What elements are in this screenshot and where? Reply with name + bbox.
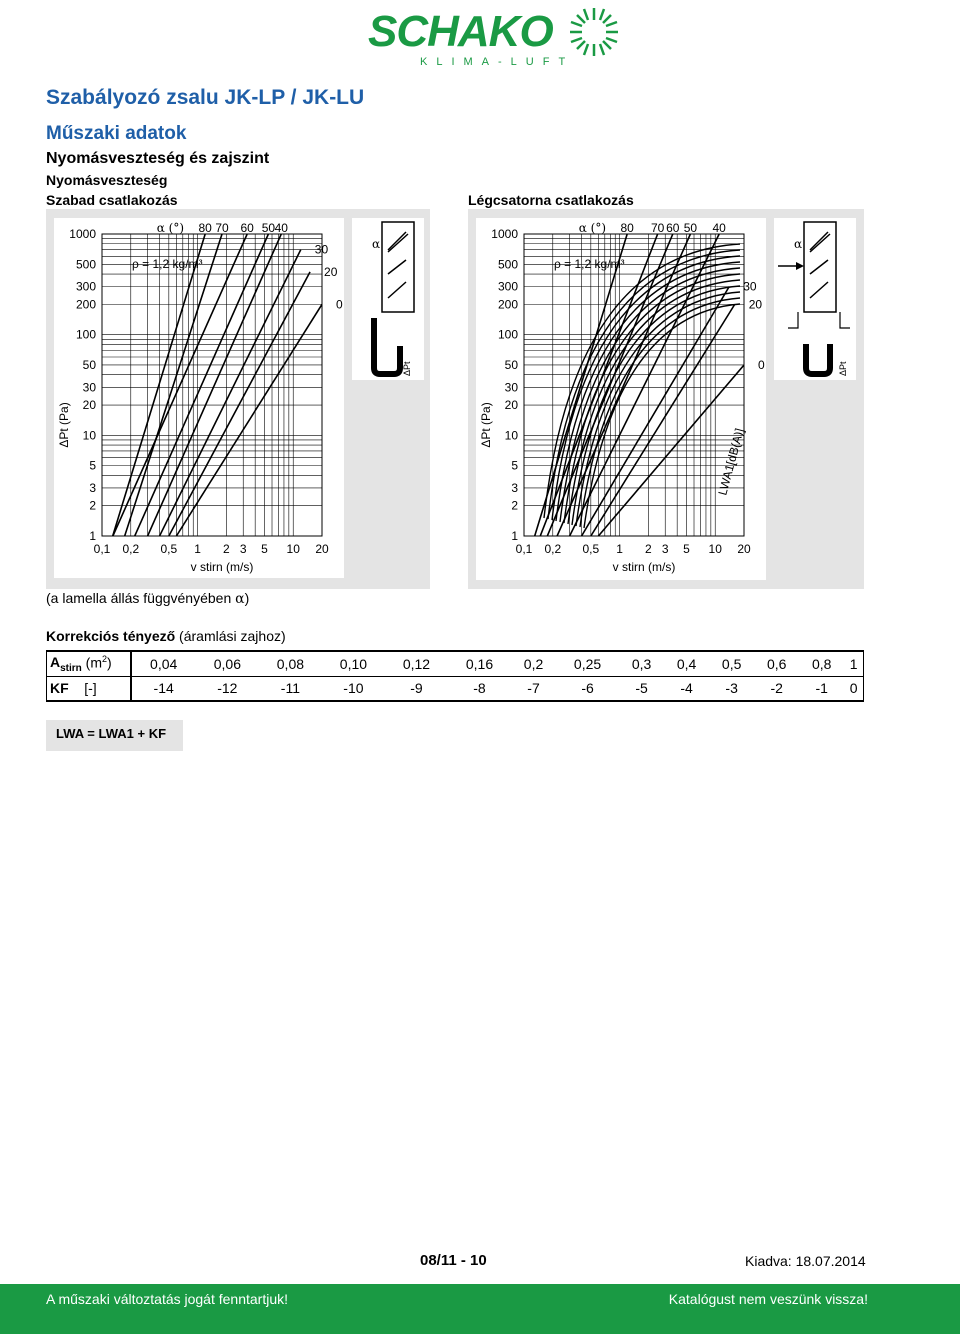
right-caption: Légcsatorna csatlakozás <box>468 192 634 208</box>
right-chart <box>476 218 766 580</box>
x-tick-label: 0,5 <box>582 542 600 556</box>
table-cell: 0,3 <box>619 651 664 676</box>
subsection-title: Nyomásveszteség <box>46 172 168 188</box>
note-text: (a lamella állás függvényében <box>46 590 236 606</box>
series-label: 40 <box>712 221 726 235</box>
table-cell: -11 <box>259 676 322 701</box>
series-label: 50 <box>261 221 276 235</box>
footer-bar <box>0 1284 960 1334</box>
table-cell: 0,25 <box>556 651 619 676</box>
alpha-axis-label: α (°) <box>578 221 606 235</box>
series-line <box>102 234 222 578</box>
x-tick-label: 5 <box>261 542 268 556</box>
y-tick-label: 500 <box>75 257 96 272</box>
table-cell: 0,16 <box>448 651 511 676</box>
table-cell: -9 <box>385 676 448 701</box>
row-label: $A_{stirn}$ $(m^2)$ <box>47 651 131 676</box>
table-cell: 1 <box>844 651 863 676</box>
noise-curve <box>564 274 740 523</box>
table-cell: -5 <box>619 676 664 701</box>
series-label: 70 <box>650 221 665 235</box>
series-label: 0 <box>336 297 343 312</box>
y-tick-label: 50 <box>82 357 96 372</box>
x-tick-label: 10 <box>286 542 300 556</box>
x-tick-label: 1 <box>194 542 201 556</box>
left-damper-diagram <box>352 218 424 380</box>
section-title: Nyomásveszteség és zajszint <box>46 150 270 167</box>
series-line <box>160 250 301 536</box>
table-cell: -10 <box>322 676 385 701</box>
x-tick-label: 0,1 <box>515 542 533 556</box>
y-tick-label: 20 <box>504 398 518 413</box>
series-label: 60 <box>666 221 680 235</box>
note-close: ) <box>244 590 250 606</box>
damper-diagram-icon <box>352 218 424 380</box>
logo-wordmark: SCHAKO <box>368 7 553 56</box>
series-line <box>102 234 205 571</box>
y-tick-label: 50 <box>504 357 518 372</box>
y-tick-label: 1000 <box>69 227 96 241</box>
density-label: ρ = 1,2 kg/m³ <box>554 257 625 271</box>
pressure-loss-chart-duct <box>476 218 766 580</box>
alpha-symbol: α <box>794 237 803 251</box>
series-label: 20 <box>324 264 338 279</box>
x-tick-label: 3 <box>239 542 247 556</box>
x-tick-label: 1 <box>616 542 623 556</box>
table-cell: 0,4 <box>664 651 709 676</box>
left-chart <box>54 218 344 578</box>
y-tick-label: 5 <box>89 458 96 473</box>
table-cell: -6 <box>556 676 619 701</box>
logo-tagline: KLIMA-LUFT <box>420 56 575 68</box>
series-line <box>148 234 282 536</box>
series-line <box>541 234 673 552</box>
series-label: 30 <box>743 279 757 294</box>
dpt-symbol: ΔPt <box>838 361 848 376</box>
y-tick-label: 1 <box>511 529 518 543</box>
row-label: KF [-] <box>47 676 131 701</box>
page-subtitle: Műszaki adatok <box>46 123 187 144</box>
y-tick-label: 200 <box>75 297 96 312</box>
series-label: 60 <box>240 221 254 235</box>
series-line <box>113 234 247 536</box>
y-tick-label: 500 <box>497 257 518 272</box>
y-tick-label: 200 <box>497 297 518 312</box>
correction-title-bold: Korrekciós tényező <box>46 628 176 644</box>
density-label: ρ = 1,2 kg/m³ <box>132 257 203 271</box>
table-cell: 0,06 <box>196 651 259 676</box>
x-tick-label: 0,1 <box>93 542 111 556</box>
correction-title <box>46 628 286 644</box>
x-axis-label: v stirn (m/s) <box>612 560 676 574</box>
y-tick-label: 100 <box>75 327 96 342</box>
series-label: 70 <box>215 221 229 235</box>
issue-date: Kiadva: 18.07.2014 <box>745 1253 866 1269</box>
table-row <box>47 676 864 701</box>
y-tick-label: 10 <box>82 428 96 443</box>
table-cell: 0 <box>844 676 863 701</box>
footer-right-text: Katalógust nem veszünk vissza! <box>668 1291 868 1307</box>
y-axis-label: ΔPt (Pa) <box>479 402 493 448</box>
series-label: 80 <box>620 221 634 235</box>
table-cell: 0,10 <box>322 651 385 676</box>
page-title: Szabályozó zsalu JK-LP / JK-LU <box>46 86 365 109</box>
table-cell: 0,12 <box>385 651 448 676</box>
noise-formula: LWA = LWA1 + KF <box>46 720 183 751</box>
y-tick-label: 20 <box>82 398 96 413</box>
y-tick-label: 30 <box>504 380 518 395</box>
x-axis-label: v stirn (m/s) <box>190 560 254 574</box>
y-tick-label: 5 <box>511 458 518 473</box>
schako-logo <box>368 4 618 70</box>
table-cell: -14 <box>131 676 196 701</box>
y-tick-label: 1 <box>89 529 96 543</box>
correction-title-rest: (áramlási zajhoz) <box>175 628 286 644</box>
alpha-symbol: α <box>372 237 381 251</box>
series-label: 80 <box>198 221 212 235</box>
table-cell: -12 <box>196 676 259 701</box>
x-tick-label: 0,5 <box>160 542 178 556</box>
x-tick-label: 10 <box>708 542 722 556</box>
x-tick-label: 0,2 <box>122 542 140 556</box>
y-tick-label: 100 <box>497 327 518 342</box>
damper-duct-diagram-icon <box>774 218 856 380</box>
dpt-symbol: ΔPt <box>402 361 412 376</box>
series-line <box>553 234 691 546</box>
right-damper-diagram <box>774 218 856 380</box>
series-label: 20 <box>748 297 763 312</box>
table-cell: -2 <box>754 676 799 701</box>
noise-curve <box>572 286 740 525</box>
y-tick-label: 2 <box>511 498 518 513</box>
table-cell: 0,5 <box>709 651 754 676</box>
footer-left-text: A műszaki változtatás jogát fenntartjuk! <box>46 1291 289 1307</box>
x-tick-label: 5 <box>683 542 690 556</box>
series-label: 0 <box>758 357 765 372</box>
y-axis-label: ΔPt (Pa) <box>57 402 71 448</box>
note-symbol: α <box>235 591 245 607</box>
series-line <box>135 234 269 536</box>
x-tick-label: 2 <box>223 542 230 556</box>
table-cell: 0,04 <box>131 651 196 676</box>
series-label: 30 <box>314 242 329 257</box>
table-cell: 0,2 <box>511 651 556 676</box>
x-tick-label: 0,2 <box>544 542 562 556</box>
y-tick-label: 3 <box>511 480 518 495</box>
x-tick-label: 20 <box>737 542 751 556</box>
table-row <box>47 651 864 676</box>
y-tick-label: 300 <box>497 279 518 294</box>
correction-table <box>46 650 864 702</box>
x-tick-label: 2 <box>645 542 652 556</box>
y-tick-label: 30 <box>82 380 96 395</box>
series-line <box>598 365 747 536</box>
table-cell: 0,8 <box>799 651 844 676</box>
x-tick-label: 3 <box>661 542 669 556</box>
alpha-axis-label: α (°) <box>156 221 184 235</box>
table-cell: 0,6 <box>754 651 799 676</box>
left-caption: Szabad csatlakozás <box>46 192 178 208</box>
series-label: 40 <box>274 221 288 235</box>
x-tick-label: 20 <box>315 542 329 556</box>
y-tick-label: 2 <box>89 498 96 513</box>
y-tick-label: 300 <box>75 279 96 294</box>
table-cell: 0,08 <box>259 651 322 676</box>
pressure-loss-chart-free <box>54 218 344 578</box>
series-label: 50 <box>683 221 698 235</box>
y-tick-label: 3 <box>89 480 96 495</box>
table-cell: -3 <box>709 676 754 701</box>
table-cell: -7 <box>511 676 556 701</box>
table-cell: -1 <box>799 676 844 701</box>
y-tick-label: 1000 <box>491 227 518 241</box>
table-cell: -8 <box>448 676 511 701</box>
sun-icon <box>568 6 620 58</box>
y-tick-label: 10 <box>504 428 518 443</box>
table-cell: -4 <box>664 676 709 701</box>
noise-axis-label: LWA1[dB(A)] <box>715 426 747 497</box>
lamella-note <box>46 590 249 607</box>
page-number: 08/11 - 10 <box>420 1252 487 1269</box>
